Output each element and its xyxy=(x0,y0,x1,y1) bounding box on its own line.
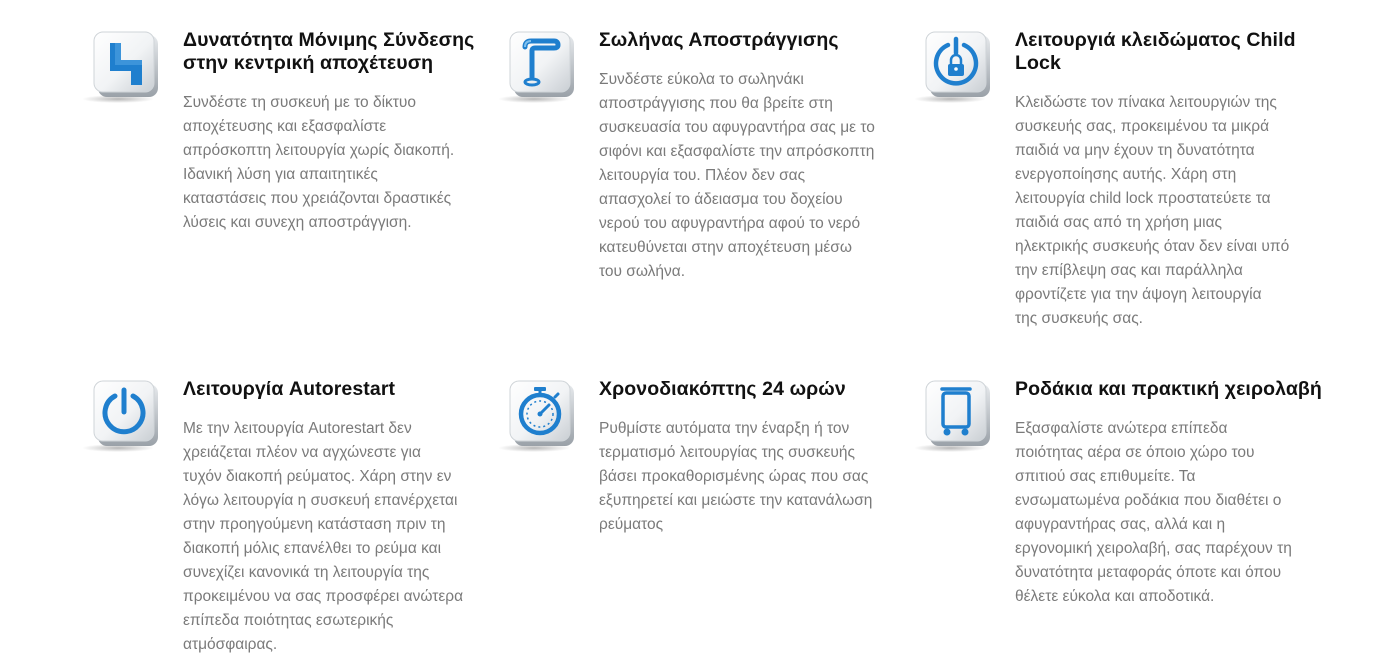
feature-title: Λειτουργία Autorestart xyxy=(183,378,396,400)
feature-title: Χρονοδιακόπτης 24 ωρών xyxy=(599,378,846,400)
feature-title: Ροδάκια και πρακτική χειρολαβή xyxy=(1015,378,1322,400)
feature-title: Δυνατότητα Μόνιμης Σύνδεσης στην κεντρική αποχέτευση xyxy=(183,29,475,74)
feature-description: Συνδέστε εύκολα το σωληνάκι αποστράγγισης που θα βρείτε στη συσκευασία του αφυγραντήρα σας με το σιφόνι και εξασφαλίστε την απρόσκοπτη λειτουργία του. Πλέον δεν σας απασχολεί το άδειασμα του δοχείου νερού του αφυγραντήρα αφού το νερό κατευθύνεται στην αποχέτευση μέσω του σωλήνα. xyxy=(599,71,875,280)
feature-description: Ρυθμίστε αυτόματα την έναρξη ή τον τερματισμό λειτουργίας της συσκευής βάσει προκαθορισμένης ώρας που σας εξυπηρετεί και μειώστε την κατανάλωση ρεύματος xyxy=(599,420,873,533)
feature-description: Με την λειτουργία Autorestart δεν χρειάζεται πλέον να αγχώνεστε για τυχόν διακοπή ρεύματος. Χάρη στην εν λόγω λειτουργία η συσκευή επανέρχεται στην προηγούμενη κατάσταση πριν τη διακοπή μόλις επανέλθει το ρεύμα και συνεχίζει κανονικά τη λειτουργία της προκειμένου να σας προσφέρει ανώτερα επίπεδα ποιότητας εσωτερικής ατμόσφαιρας. xyxy=(183,420,464,653)
stopwatch-timer-icon xyxy=(496,378,578,454)
feature-description: Εξασφαλίστε ανώτερα επίπεδα ποιότητας αέρα σε όποιο χώρο του σπιτιού σας επιθυμείτε. Τα ενσωματωμένα ροδάκια που διαθέτει ο αφυγραντήρας σας, αλλά και η εργονομική χειρολαβή, σας παρέχουν τη δυνατότητα μεταφοράς όποτε και όπου θέλετε εύκολα και αποδοτικά. xyxy=(1015,420,1292,605)
feature-title: Λειτουργιά κλειδώματος Child Lock xyxy=(1015,29,1296,74)
feature-title: Σωλήνας Αποστράγγισης xyxy=(599,29,839,51)
power-restart-icon xyxy=(80,378,162,454)
feature-description: Συνδέστε τη συσκευή με το δίκτυο αποχέτευσης και εξασφαλίστε απρόσκοπτη λειτουργία χωρίς διακοπή. Ιδανική λύση για απαιτητικές καταστάσεις που χρειάζονται δραστικές λύσεις και συνεχη αποστράγγιση. xyxy=(183,94,455,231)
child-lock-icon xyxy=(912,29,994,105)
feature-description: Κλειδώστε τον πίνακα λειτουργιών της συσκευής σας, προκειμένου τα μικρά παιδιά να μην έχουν τη δυνατότητα ενεργοποίησης αυτής. Χάρη στη λειτουργία child lock προστατεύετε τα παιδιά σας από τη χρήση μιας ηλεκτρικής συσκευής όταν δεν είναι υπό την επίβλεψη σας και παράλληλα φροντίζετε για την άψογη λειτουργία της συσκευής σας. xyxy=(1015,94,1290,327)
wheels-handle-icon xyxy=(912,378,994,454)
drain-pipe-icon xyxy=(80,29,162,105)
drain-hose-icon xyxy=(496,29,578,105)
